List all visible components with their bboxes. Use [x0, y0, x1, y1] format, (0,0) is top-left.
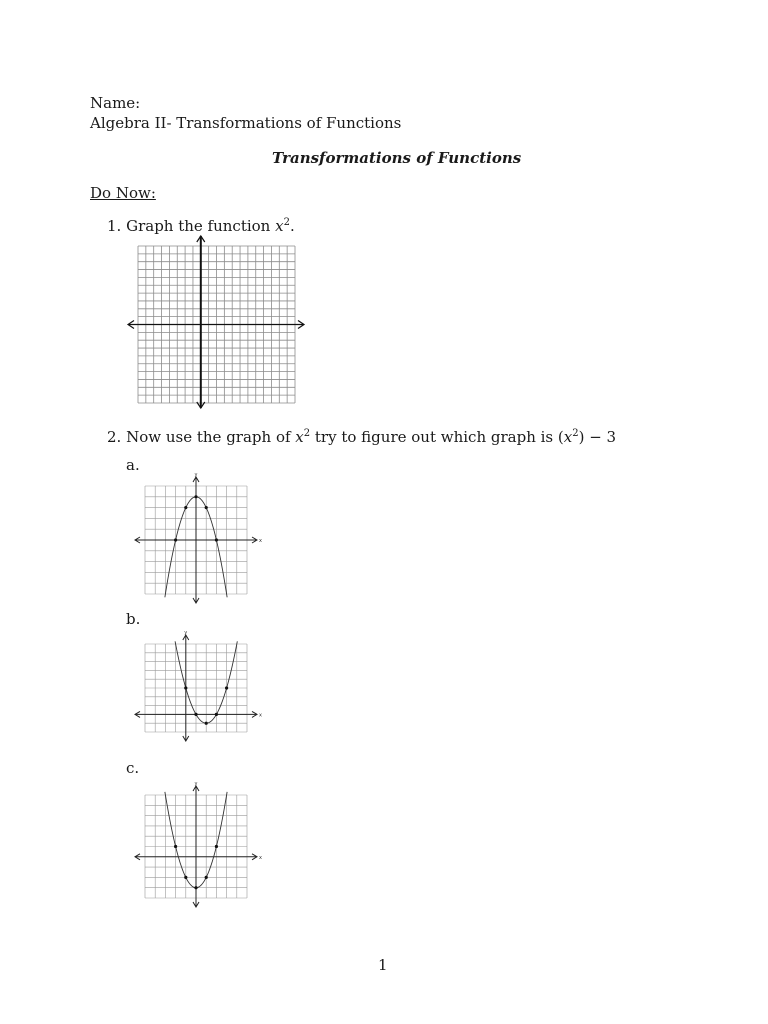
parabola-point — [205, 876, 208, 879]
parabola-point — [215, 713, 218, 716]
parabola-point — [215, 538, 218, 541]
parabola-point — [194, 495, 197, 498]
blank-coordinate-grid[interactable] — [126, 236, 306, 408]
page-number: 1 — [378, 956, 388, 974]
parabola-point — [184, 686, 187, 689]
y-axis-label: y — [194, 781, 198, 787]
do-now-heading: Do Now: — [90, 184, 156, 202]
option-c-graph[interactable] — [131, 783, 261, 908]
question-2-exponent-2: 2 — [572, 428, 579, 439]
question-1-period: . — [289, 217, 295, 235]
question-2-text-c: ) − 3 — [578, 428, 617, 446]
question-1-math: x — [275, 217, 284, 235]
option-b-label: b. — [126, 610, 141, 628]
option-c-label: c. — [126, 759, 140, 777]
course-title: Algebra II- Transformations of Functions — [90, 114, 402, 132]
parabola-point — [184, 506, 187, 509]
parabola-point — [184, 876, 187, 879]
question-2-text-b: try to figure out which graph is ( — [310, 428, 564, 446]
question-2-math-2: x — [563, 428, 573, 446]
question-1 — [107, 217, 295, 235]
question-1-number: 1. — [107, 217, 122, 235]
question-2-math-1: x — [295, 428, 304, 446]
x-axis-label: x — [259, 854, 262, 861]
question-1-text: Graph the function — [126, 217, 276, 235]
parabola-point — [194, 713, 197, 716]
x-axis-label: x — [259, 538, 262, 544]
option-b-graph[interactable] — [131, 632, 261, 742]
y-axis-label: y — [194, 472, 198, 478]
question-1-exponent: 2 — [283, 217, 290, 228]
parabola-point — [205, 506, 208, 509]
x-axis-label: x — [259, 712, 262, 719]
question-2-exponent-1: 2 — [303, 428, 311, 439]
parabola-point — [215, 845, 218, 848]
parabola-point — [174, 845, 177, 848]
y-axis-label: y — [184, 630, 188, 636]
question-2 — [107, 428, 616, 446]
parabola-point — [194, 886, 197, 889]
name-label: Name: — [90, 94, 141, 112]
parabola-point — [174, 538, 177, 541]
question-2-number: 2. — [107, 428, 122, 446]
page-title: Transformations of Functions — [272, 149, 522, 167]
parabola-point — [205, 722, 208, 725]
graph-grid — [145, 644, 247, 732]
question-2-text-a: Now use the graph of — [126, 428, 296, 446]
parabola-point — [225, 686, 228, 689]
option-a-label: a. — [126, 456, 140, 474]
option-a-graph[interactable] — [131, 474, 261, 604]
